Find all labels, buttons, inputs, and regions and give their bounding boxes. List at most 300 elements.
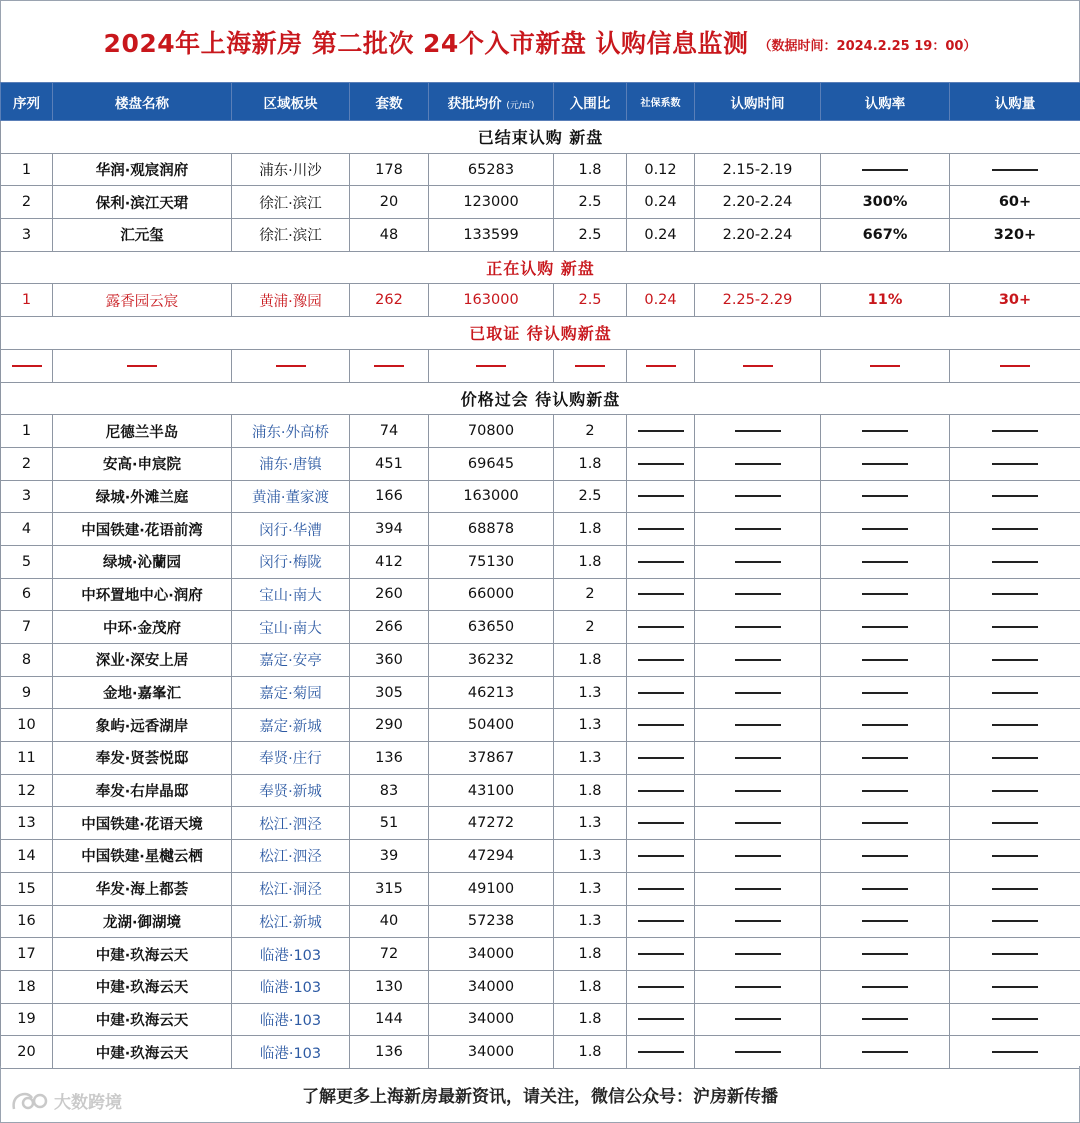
empty-cell [950,742,1080,775]
shortlist-ratio: 1.8 [554,513,627,546]
dash-placeholder [638,757,684,759]
dash-placeholder [638,855,684,857]
table-row [1,709,1080,742]
empty-cell [695,840,821,873]
dash-placeholder [638,953,684,955]
project-area: 浦东·川沙 [232,153,350,186]
empty-cell [695,578,821,611]
project-name: 深业·深安上居 [53,644,232,677]
table-header-row [1,83,1080,121]
shortlist-ratio: 2 [554,611,627,644]
unit-count: 83 [350,774,429,807]
project-name: 中建·玖海云天 [53,970,232,1003]
table-row [1,219,1080,252]
unit-count: 166 [350,480,429,513]
empty-cell [950,938,1080,971]
header-area: 区域板块 [232,83,350,121]
project-name: 金地·嘉峯汇 [53,676,232,709]
unit-count: 136 [350,742,429,775]
empty-cell [627,872,695,905]
empty-cell [950,807,1080,840]
avg-price: 69645 [429,447,554,480]
empty-cell [627,840,695,873]
empty-cell [821,578,950,611]
empty-cell [821,709,950,742]
empty-cell [821,970,950,1003]
empty-cell [627,578,695,611]
dash-placeholder [862,953,908,955]
avg-price: 75130 [429,545,554,578]
project-name: 华润·观宸润府 [53,153,232,186]
shortlist-ratio: 1.3 [554,676,627,709]
empty-cell [627,774,695,807]
empty-cell [695,1003,821,1036]
subscription-period: 2.25-2.29 [695,284,821,317]
title-bar [0,0,1080,82]
project-area: 松江·泗泾 [232,840,350,873]
dash-placeholder [992,528,1038,530]
empty-cell [950,513,1080,546]
dash-placeholder [735,953,781,955]
project-area: 嘉定·菊园 [232,676,350,709]
empty-cell [695,447,821,480]
empty-cell [627,676,695,709]
empty-cell [950,415,1080,448]
empty-cell [950,611,1080,644]
row-index: 17 [1,938,53,971]
table-row [1,840,1080,873]
unit-count: 130 [350,970,429,1003]
project-name: 象屿·远香湖岸 [53,709,232,742]
table-row [1,186,1080,219]
empty-cell [627,709,695,742]
shortlist-ratio: 2.5 [554,219,627,252]
social-coefficient: 0.24 [627,284,695,317]
social-coefficient: 0.12 [627,153,695,186]
dash-placeholder [638,593,684,595]
project-area: 浦东·外高桥 [232,415,350,448]
empty-cell [1,349,53,382]
dash-placeholder [735,986,781,988]
row-index: 18 [1,970,53,1003]
dash-placeholder [638,986,684,988]
empty-cell [950,774,1080,807]
dash-placeholder [992,692,1038,694]
row-index: 12 [1,774,53,807]
header-price [429,83,554,121]
empty-cell [627,970,695,1003]
empty-cell [821,905,950,938]
table-row [1,676,1080,709]
social-coefficient: 0.24 [627,219,695,252]
dash-placeholder [638,920,684,922]
section-certified [1,317,1080,350]
project-area: 临港·103 [232,970,350,1003]
project-area: 徐汇·滨江 [232,219,350,252]
empty-cell [950,840,1080,873]
avg-price: 70800 [429,415,554,448]
empty-cell [695,807,821,840]
empty-cell [627,611,695,644]
avg-price: 36232 [429,644,554,677]
empty-cell [821,938,950,971]
empty-cell [950,970,1080,1003]
empty-cell [627,545,695,578]
empty-cell [695,970,821,1003]
avg-price: 63650 [429,611,554,644]
row-index: 2 [1,447,53,480]
row-index: 4 [1,513,53,546]
dash-placeholder [862,561,908,563]
page-title: 2024年上海新房 第二批次 24个入市新盘 认购信息监测 [103,28,749,58]
shortlist-ratio: 2 [554,415,627,448]
dash-placeholder [638,822,684,824]
shortlist-ratio: 1.3 [554,872,627,905]
project-name: 尼德兰半岛 [53,415,232,448]
dash-placeholder [862,822,908,824]
shortlist-ratio: 1.8 [554,1003,627,1036]
row-index: 5 [1,545,53,578]
dash-placeholder [735,430,781,432]
project-area: 黄浦·董家渡 [232,480,350,513]
empty-cell [695,545,821,578]
table-row [1,415,1080,448]
table-row [1,545,1080,578]
table-row [1,742,1080,775]
empty-cell [695,676,821,709]
empty-cell [695,1036,821,1069]
empty-cell [821,644,950,677]
project-name: 中环·金茂府 [53,611,232,644]
empty-cell [695,905,821,938]
unit-count: 72 [350,938,429,971]
dash-placeholder [862,724,908,726]
project-name: 龙湖·御湖境 [53,905,232,938]
row-index: 14 [1,840,53,873]
project-name: 汇元玺 [53,219,232,252]
project-area: 奉贤·新城 [232,774,350,807]
row-index: 9 [1,676,53,709]
empty-cell [821,447,950,480]
empty-cell [627,349,695,382]
unit-count: 305 [350,676,429,709]
shortlist-ratio: 1.3 [554,742,627,775]
section-certified-label: 已取证 待认购新盘 [1,317,1080,350]
avg-price: 37867 [429,742,554,775]
empty-cell [821,742,950,775]
project-area: 松江·洞泾 [232,872,350,905]
dash-placeholder [735,724,781,726]
table-row [1,807,1080,840]
social-coefficient: 0.24 [627,186,695,219]
row-index: 6 [1,578,53,611]
dash-placeholder [638,626,684,628]
project-area: 闵行·梅陇 [232,545,350,578]
dash-placeholder [862,692,908,694]
table-row [1,284,1080,317]
dash-placeholder [862,495,908,497]
project-area: 徐汇·滨江 [232,186,350,219]
avg-price: 47272 [429,807,554,840]
row-index: 11 [1,742,53,775]
empty-cell [695,709,821,742]
subscription-rate: 667% [821,219,950,252]
avg-price: 34000 [429,970,554,1003]
avg-price: 65283 [429,153,554,186]
empty-cell [695,644,821,677]
project-area: 宝山·南大 [232,578,350,611]
watermark-logo-icon [10,1089,50,1113]
project-name: 露香园云宸 [53,284,232,317]
dash-placeholder [735,822,781,824]
dash-placeholder [862,463,908,465]
header-index: 序列 [1,83,53,121]
data-timestamp: （数据时间：2024.2.25 19：00） [758,39,977,54]
empty-cell [695,774,821,807]
unit-count: 144 [350,1003,429,1036]
empty-cell [695,415,821,448]
dash-placeholder [992,1018,1038,1020]
avg-price: 133599 [429,219,554,252]
dash-placeholder [735,692,781,694]
section-ended-label: 已结束认购 新盘 [1,121,1080,154]
dash-placeholder [862,528,908,530]
dash-placeholder [862,1051,908,1053]
shortlist-ratio: 1.8 [554,970,627,1003]
empty-cell [950,709,1080,742]
avg-price: 49100 [429,872,554,905]
dash-placeholder [735,561,781,563]
dash-placeholder [735,659,781,661]
header-time: 认购时间 [695,83,821,121]
shortlist-ratio: 1.3 [554,709,627,742]
dash-placeholder [992,169,1038,171]
project-area: 嘉定·新城 [232,709,350,742]
project-area: 松江·新城 [232,905,350,938]
dash-placeholder [862,888,908,890]
empty-cell [821,545,950,578]
subscription-volume [950,153,1080,186]
header-price-label: 获批均价 [447,95,502,112]
empty-cell [950,447,1080,480]
dash-placeholder [992,888,1038,890]
row-index: 1 [1,415,53,448]
row-index: 3 [1,480,53,513]
unit-count: 178 [350,153,429,186]
unit-count: 315 [350,872,429,905]
row-index: 13 [1,807,53,840]
avg-price: 34000 [429,1036,554,1069]
unit-count: 412 [350,545,429,578]
unit-count: 262 [350,284,429,317]
shortlist-ratio: 1.3 [554,807,627,840]
project-name: 奉发·贤荟悦邸 [53,742,232,775]
dash-placeholder [992,430,1038,432]
watermark [10,1088,122,1113]
unit-count: 290 [350,709,429,742]
row-index: 19 [1,1003,53,1036]
empty-cell [821,1003,950,1036]
dash-placeholder [735,495,781,497]
empty-cell [53,349,232,382]
header-units: 套数 [350,83,429,121]
dash-placeholder [638,724,684,726]
dash-placeholder [862,1018,908,1020]
empty-cell [950,872,1080,905]
table-row [1,1003,1080,1036]
dash-placeholder [735,920,781,922]
shortlist-ratio: 1.8 [554,774,627,807]
empty-cell [429,349,554,382]
empty-cell [950,545,1080,578]
project-area: 奉贤·庄行 [232,742,350,775]
empty-cell [821,840,950,873]
dash-placeholder [992,920,1038,922]
project-name: 奉发·右岸晶邸 [53,774,232,807]
empty-cell [627,742,695,775]
empty-cell [821,1036,950,1069]
dash-placeholder [992,855,1038,857]
avg-price: 163000 [429,480,554,513]
dash-placeholder [992,593,1038,595]
empty-cell [950,349,1080,382]
project-name: 中建·玖海云天 [53,1036,232,1069]
dash-placeholder [862,430,908,432]
row-index: 1 [1,153,53,186]
dash-placeholder [638,463,684,465]
project-name: 中国铁建·花语前湾 [53,513,232,546]
avg-price: 123000 [429,186,554,219]
dash-placeholder [638,528,684,530]
dash-placeholder [735,757,781,759]
shortlist-ratio: 1.8 [554,545,627,578]
watermark-text: 大数跨境 [54,1093,122,1113]
shortlist-ratio: 1.8 [554,1036,627,1069]
empty-cell [821,480,950,513]
row-index: 8 [1,644,53,677]
empty-cell [627,480,695,513]
dash-placeholder [862,169,908,171]
dash-placeholder [638,888,684,890]
empty-cell [627,513,695,546]
unit-count: 74 [350,415,429,448]
empty-cell [950,1036,1080,1069]
shortlist-ratio: 2.5 [554,284,627,317]
empty-cell [554,349,627,382]
header-price-unit: (元/㎡) [506,100,535,111]
shortlist-ratio: 1.3 [554,905,627,938]
dash-placeholder [638,659,684,661]
shortlist-ratio: 1.3 [554,840,627,873]
avg-price: 66000 [429,578,554,611]
empty-cell [821,676,950,709]
avg-price: 34000 [429,938,554,971]
table-row [1,938,1080,971]
project-area: 黄浦·豫园 [232,284,350,317]
project-name: 中建·玖海云天 [53,938,232,971]
subscription-rate [821,153,950,186]
listing-table [0,82,1080,1069]
avg-price: 46213 [429,676,554,709]
empty-cell [350,349,429,382]
project-area: 闵行·华漕 [232,513,350,546]
empty-cell [821,415,950,448]
project-name: 保利·滨江天珺 [53,186,232,219]
row-index: 2 [1,186,53,219]
avg-price: 68878 [429,513,554,546]
dash-placeholder [992,626,1038,628]
row-index: 10 [1,709,53,742]
empty-cell [950,578,1080,611]
project-area: 松江·泗泾 [232,807,350,840]
shortlist-ratio: 2 [554,578,627,611]
empty-cell [821,774,950,807]
row-index: 3 [1,219,53,252]
empty-cell [821,611,950,644]
avg-price: 43100 [429,774,554,807]
unit-count: 394 [350,513,429,546]
shortlist-ratio: 1.8 [554,644,627,677]
empty-cell [950,1003,1080,1036]
dash-placeholder [992,659,1038,661]
project-name: 中国铁建·花语天境 [53,807,232,840]
empty-cell [695,938,821,971]
header-social: 社保系数 [627,83,695,121]
unit-count: 20 [350,186,429,219]
project-name: 安高·申宸院 [53,447,232,480]
dash-placeholder [992,953,1038,955]
certified-empty-row [1,349,1080,382]
project-area: 临港·103 [232,1003,350,1036]
table-row [1,905,1080,938]
row-index: 16 [1,905,53,938]
table-row [1,774,1080,807]
row-index: 15 [1,872,53,905]
avg-price: 34000 [429,1003,554,1036]
empty-cell [627,644,695,677]
subscription-period: 2.20-2.24 [695,219,821,252]
header-volume: 认购量 [950,83,1080,121]
project-name: 绿城·外滩兰庭 [53,480,232,513]
unit-count: 360 [350,644,429,677]
project-name: 华发·海上都荟 [53,872,232,905]
unit-count: 40 [350,905,429,938]
table-row [1,153,1080,186]
dash-placeholder [638,692,684,694]
dash-placeholder [735,1018,781,1020]
shortlist-ratio: 1.8 [554,153,627,186]
subscription-volume: 320+ [950,219,1080,252]
project-area: 临港·103 [232,1036,350,1069]
avg-price: 163000 [429,284,554,317]
empty-cell [627,447,695,480]
empty-cell [627,415,695,448]
dash-placeholder [862,790,908,792]
dash-placeholder [862,626,908,628]
dash-placeholder [735,790,781,792]
dash-placeholder [735,626,781,628]
unit-count: 266 [350,611,429,644]
dash-placeholder [992,561,1038,563]
unit-count: 39 [350,840,429,873]
project-area: 嘉定·安亭 [232,644,350,677]
row-index: 7 [1,611,53,644]
project-area: 临港·103 [232,938,350,971]
dash-placeholder [992,757,1038,759]
dash-placeholder [638,495,684,497]
empty-cell [627,1003,695,1036]
empty-cell [695,480,821,513]
